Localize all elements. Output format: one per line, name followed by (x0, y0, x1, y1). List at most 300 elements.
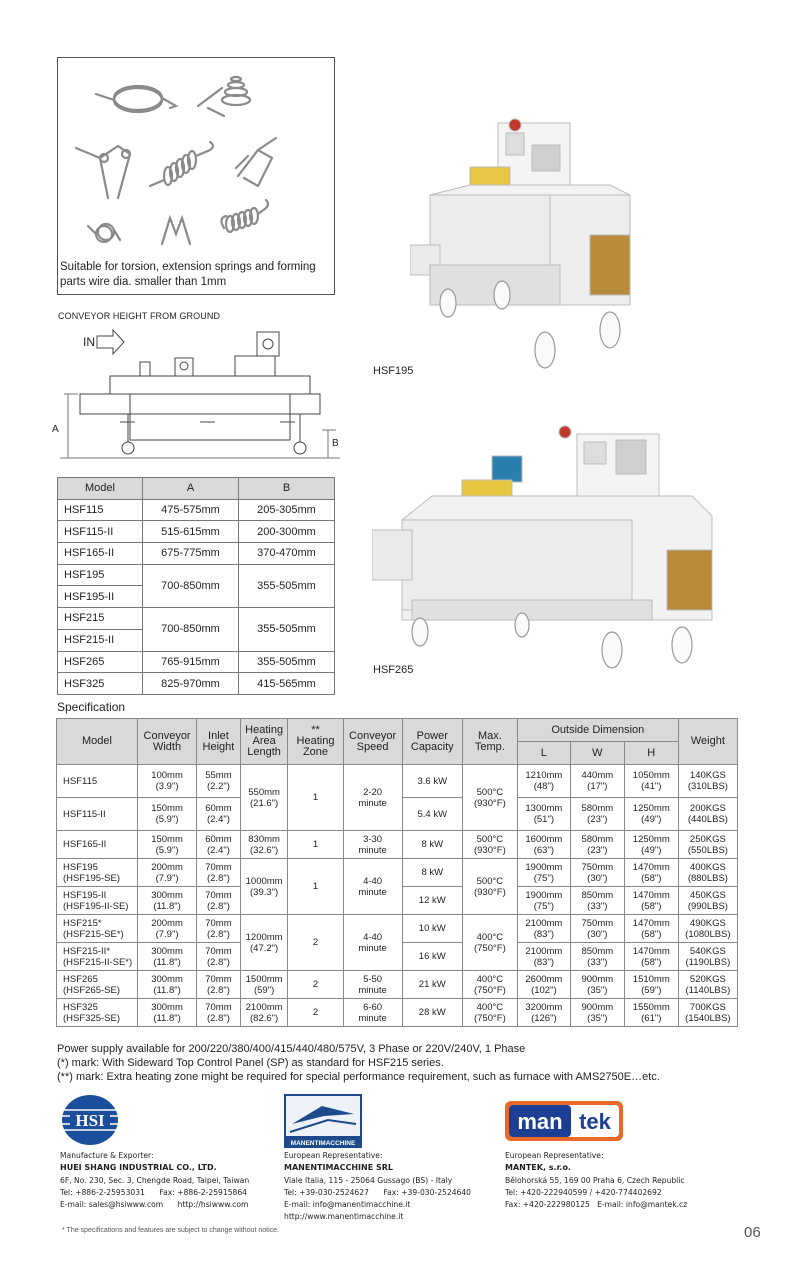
value: 300mm (151, 1001, 183, 1013)
width-cell (137, 999, 196, 1027)
value: 1200mm (245, 931, 283, 943)
value: 1300mm (525, 803, 563, 814)
temp-cell (462, 765, 517, 831)
value: (750°F) (473, 1012, 506, 1024)
table-row (57, 915, 738, 943)
contact-line: E-mail: info@manentimacchine.it (284, 1200, 411, 1210)
header-line: Height (202, 740, 235, 753)
l-cell (517, 971, 570, 999)
model-cell: HSF215-II (58, 629, 143, 651)
b-cell: 355-505mm (239, 564, 335, 607)
header-line: Length (247, 746, 281, 758)
speed-cell (343, 859, 402, 915)
zone-cell: 1 (288, 831, 343, 859)
contact-line: Tel: +886-2-25953031 Fax: +886-2-25915864 (60, 1187, 248, 1197)
value: (5.9") (155, 814, 179, 825)
value: (3.9") (155, 781, 179, 792)
l-cell (517, 798, 570, 831)
weight-cell (678, 943, 737, 971)
value: 100mm (151, 770, 183, 781)
value: 150mm (151, 833, 183, 845)
value: (61") (641, 1012, 662, 1024)
value: (440LBS) (687, 814, 728, 825)
power-cell: 8 kW (402, 831, 462, 859)
column-header: A (143, 478, 239, 500)
value: (58") (641, 872, 662, 884)
width-cell (137, 887, 196, 915)
column-header: B (239, 478, 335, 500)
value: (82.6") (250, 1012, 279, 1024)
header-line: Area (252, 735, 276, 747)
value: 1510mm (632, 973, 670, 985)
value: 3200mm (525, 1001, 563, 1013)
inlet-cell (197, 943, 241, 971)
inlet-cell (197, 798, 241, 831)
value: 70mm (205, 1001, 232, 1013)
disclaimer: * The specifications and features are subject to change without notice. (62, 1227, 280, 1234)
in-label: IN (83, 335, 95, 349)
power-cell: 8 kW (402, 859, 462, 887)
value: (23") (587, 844, 608, 856)
value: 850mm (581, 945, 614, 957)
a-cell: 675-775mm (143, 543, 239, 565)
heating-length-header (240, 719, 288, 765)
value: 1250mm (632, 803, 670, 814)
value: (51") (533, 814, 554, 825)
width-cell (137, 915, 196, 943)
value: 1470mm (632, 889, 670, 901)
value: 250KGS (689, 833, 726, 845)
value: (2.8") (206, 1012, 230, 1024)
note-power: Power supply available for 200/220/380/400/415/440/480/575V, 3 Phase or 220V/240V, 1 Phase (57, 1043, 526, 1055)
value: 1050mm (632, 770, 670, 781)
a-label: A (52, 424, 59, 435)
value: 400KGS (689, 861, 726, 873)
value: 150mm (151, 803, 183, 814)
value: 200KGS (689, 803, 726, 814)
w-cell (570, 915, 624, 943)
power-cell: 5.4 kW (402, 798, 462, 831)
weight-cell (678, 971, 737, 999)
value: 200mm (151, 861, 183, 873)
value: 830mm (248, 833, 280, 845)
model-cell: HSF195-II (58, 586, 143, 608)
header-line: Conveyor (143, 729, 191, 742)
value: (35") (587, 984, 608, 996)
value: (2.8") (206, 872, 230, 884)
value: (33") (587, 956, 608, 968)
value: 70mm (205, 945, 232, 957)
contact-line: E-mail: sales@hsiwww.com http://hsiwww.com (60, 1200, 249, 1210)
h-cell (624, 798, 678, 831)
hsf265-label: HSF265 (373, 664, 414, 676)
value: (41") (641, 781, 662, 792)
speed-cell (343, 971, 402, 999)
contact-role: European Representative: (284, 1151, 383, 1160)
value: (HSF195-II-SE) (63, 900, 129, 912)
header-line: ** (311, 724, 320, 736)
contact-company: MANENTIMACCHINE SRL (284, 1163, 393, 1173)
value: 300mm (151, 973, 183, 985)
value: 140KGS (689, 770, 726, 781)
length-cell (240, 999, 288, 1027)
a-cell: 765-915mm (143, 651, 239, 673)
w-cell (570, 999, 624, 1027)
value: (63") (533, 844, 554, 856)
value: (83") (533, 956, 554, 968)
weight-cell (678, 915, 737, 943)
value: (11.8") (153, 956, 181, 968)
value: 4-40 (363, 931, 383, 943)
manentimacchine-logo (284, 1094, 362, 1148)
value: 1470mm (632, 861, 670, 873)
header-line: Speed (356, 740, 389, 753)
value: (HSF265-SE) (63, 984, 121, 996)
value: (2.8") (206, 984, 230, 996)
value: 540KGS (689, 945, 726, 957)
header-line: Conveyor (349, 729, 397, 742)
temp-cell (462, 915, 517, 971)
value: minute (358, 1012, 387, 1024)
contact-line: http://www.manentimacchine.it (284, 1212, 404, 1222)
b-cell: 200-300mm (239, 521, 335, 543)
table-row (57, 765, 738, 798)
value: 70mm (205, 917, 232, 929)
value: 400°C (476, 1001, 504, 1013)
width-cell (137, 971, 196, 999)
table-row (58, 521, 335, 543)
value: (49") (641, 814, 662, 825)
value: (11.8") (153, 900, 181, 912)
value: 5-50 (363, 973, 383, 985)
value: (39.3") (250, 886, 279, 898)
value: (35") (587, 1012, 608, 1024)
value: (32.6") (250, 844, 279, 856)
value: 70mm (205, 973, 232, 985)
value: 500°C (476, 875, 504, 887)
weight-cell (678, 798, 737, 831)
model-height-table (57, 477, 335, 695)
value: (33") (587, 900, 608, 912)
springs-caption: Suitable for torsion, extension springs and forming parts wire dia. smaller than 1mm (60, 261, 316, 288)
value: (HSF325-SE) (63, 1012, 121, 1024)
b-cell: 205-305mm (239, 499, 335, 521)
value: (930°F) (473, 797, 506, 809)
model-cell (57, 859, 138, 887)
value: 300mm (151, 889, 183, 901)
w-cell (570, 859, 624, 887)
value: 400°C (476, 931, 504, 943)
header-line: Zone (302, 746, 329, 758)
value: (2.8") (206, 928, 230, 940)
springs-illustration (58, 58, 336, 258)
inlet-cell (197, 915, 241, 943)
value: 70mm (205, 889, 232, 901)
a-cell: 700-850mm (143, 608, 239, 651)
a-cell: 700-850mm (143, 564, 239, 607)
l-cell (517, 999, 570, 1027)
value: minute (358, 942, 387, 954)
value: 2600mm (525, 973, 563, 985)
h-cell (624, 859, 678, 887)
speed-cell (343, 765, 402, 831)
width-cell (137, 943, 196, 971)
contact-company: HUEI SHANG INDUSTRIAL CO., LTD. (60, 1163, 217, 1173)
note-star: (*) mark: With Sideward Top Control Panel (SP) as standard for HSF215 series. (57, 1057, 444, 1069)
contact-line: Bělohorská 55, 169 00 Praha 6, Czech Republic (505, 1175, 685, 1185)
zone-cell: 1 (288, 765, 343, 831)
h-cell (624, 887, 678, 915)
a-cell: 475-575mm (143, 499, 239, 521)
contact-line: 6F, No. 230, Sec. 3, Chengde Road, Taipei, Taiwan (60, 1175, 250, 1185)
model-cell (57, 943, 138, 971)
w-cell (570, 887, 624, 915)
value: 750mm (581, 917, 614, 929)
length-cell (240, 915, 288, 971)
value: 55mm (205, 770, 232, 781)
value: 550mm (248, 786, 280, 798)
value: 2100mm (245, 1001, 283, 1013)
table-row (58, 651, 335, 673)
b-cell: 370-470mm (239, 543, 335, 565)
value: 440mm (581, 770, 614, 781)
contact-hsi (60, 1150, 249, 1211)
value: (47.2") (250, 942, 279, 954)
value: (7.9") (155, 928, 179, 940)
value: 60mm (205, 803, 232, 814)
value: (930°F) (473, 844, 506, 856)
value: (1190LBS) (685, 956, 731, 968)
inlet-cell (197, 831, 241, 859)
hsi-logo (60, 1093, 120, 1147)
a-cell: 825-970mm (143, 673, 239, 695)
hsf265-photo (372, 420, 732, 695)
header-line: Capacity (410, 740, 454, 753)
power-header (402, 719, 462, 765)
contact-mantek (505, 1150, 687, 1211)
value: 580mm (581, 833, 614, 845)
temp-cell (462, 859, 517, 915)
value: minute (358, 984, 387, 996)
temp-cell (462, 831, 517, 859)
mantek-logo (505, 1101, 623, 1141)
header-line: Power (416, 729, 448, 742)
value: (21.6") (250, 797, 279, 809)
value: 300mm (151, 945, 183, 957)
value: (75") (533, 872, 554, 884)
table-row (58, 543, 335, 565)
value: (1140LBS) (685, 984, 731, 996)
value: (75") (533, 900, 554, 912)
power-cell: 21 kW (402, 971, 462, 999)
value: HSF195 (63, 861, 98, 873)
value: (7.9") (155, 872, 179, 884)
value: 490KGS (689, 917, 726, 929)
header-line: Temp. (474, 740, 505, 753)
model-cell (57, 887, 138, 915)
header-line: Max. (477, 729, 502, 742)
outside-dimension-header: Outside Dimension (517, 719, 678, 742)
h-cell (624, 765, 678, 798)
inlet-cell (197, 971, 241, 999)
l-header: L (517, 742, 570, 765)
zone-cell: 2 (288, 971, 343, 999)
value: (550LBS) (687, 844, 728, 856)
value: (990LBS) (687, 900, 728, 912)
w-cell (570, 831, 624, 859)
weight-cell (678, 999, 737, 1027)
inlet-cell (197, 765, 241, 798)
speed-cell (343, 915, 402, 971)
value: minute (358, 797, 387, 809)
value: (23") (587, 814, 608, 825)
table-row (58, 608, 335, 630)
a-cell: 515-615mm (143, 521, 239, 543)
value: minute (358, 844, 387, 856)
w-cell (570, 943, 624, 971)
contact-line: Tel: +420-222940599 / +420-774402692 (505, 1187, 662, 1197)
contact-role: European Representative: (505, 1151, 604, 1160)
column-header: Model (58, 478, 143, 500)
value: (49") (641, 844, 662, 856)
power-cell: 10 kW (402, 915, 462, 943)
table-row (57, 971, 738, 999)
model-cell: HSF195 (58, 564, 143, 586)
value: (59") (641, 984, 662, 996)
value: (HSF215-SE*) (63, 928, 124, 940)
b-cell: 415-565mm (239, 673, 335, 695)
value: (48") (533, 781, 554, 792)
l-cell (517, 915, 570, 943)
model-header: Model (57, 719, 138, 765)
l-cell (517, 831, 570, 859)
value: 1210mm (525, 770, 563, 781)
header-line: Width (152, 740, 182, 753)
note-double-star: (**) mark: Extra heating zone might be required for special performance requirement, such as furnace with AMS2750E…etc. (57, 1071, 660, 1083)
value: 2-20 (363, 786, 383, 798)
l-cell (517, 765, 570, 798)
value: (2.8") (206, 956, 230, 968)
mantek-logo-tek: tek (579, 1109, 611, 1134)
inlet-height-header (197, 719, 241, 765)
length-cell (240, 765, 288, 831)
value: 1900mm (525, 889, 563, 901)
value: 2100mm (525, 945, 563, 957)
value: (59") (253, 984, 275, 996)
value: (1540LBS) (685, 1012, 731, 1024)
value: (11.8") (153, 1012, 181, 1024)
hsf195-photo (410, 105, 645, 375)
table-row (58, 564, 335, 586)
value: HSF325 (63, 1001, 98, 1013)
h-cell (624, 999, 678, 1027)
model-cell: HSF265 (58, 651, 143, 673)
value: 6-60 (363, 1001, 383, 1013)
page-number: 06 (744, 1224, 761, 1241)
power-cell: 28 kW (402, 999, 462, 1027)
value: 500°C (476, 833, 504, 845)
table-row (58, 673, 335, 695)
model-cell: HSF325 (58, 673, 143, 695)
spec-title: Specification (57, 700, 126, 714)
specification-table (56, 718, 738, 1027)
weight-cell (678, 831, 737, 859)
header-line: Heating (296, 735, 335, 747)
table-row (57, 859, 738, 887)
model-cell: HSF215 (58, 608, 143, 630)
contact-company: MANTEK, s.r.o. (505, 1163, 571, 1173)
value: 4-40 (363, 875, 383, 887)
b-cell: 355-505mm (239, 651, 335, 673)
contact-role: Manufacture & Exporter: (60, 1151, 154, 1160)
h-cell (624, 831, 678, 859)
conveyor-speed-header (343, 719, 402, 765)
width-cell (137, 859, 196, 887)
value: (126") (531, 1012, 557, 1024)
temp-cell (462, 971, 517, 999)
value: (102") (531, 984, 557, 996)
length-cell (240, 831, 288, 859)
value: (5.9") (155, 844, 179, 856)
table-row (57, 831, 738, 859)
value: 1470mm (632, 945, 670, 957)
w-cell (570, 765, 624, 798)
hsf195-label: HSF195 (373, 365, 414, 377)
weight-header: Weight (678, 719, 737, 765)
zone-cell: 2 (288, 915, 343, 971)
value: (30") (587, 872, 608, 884)
value: 1600mm (525, 833, 563, 845)
value: (2.8") (206, 900, 230, 912)
width-cell (137, 831, 196, 859)
value: (HSF215-II-SE*) (63, 956, 133, 968)
l-cell (517, 943, 570, 971)
zone-cell: 2 (288, 999, 343, 1027)
temp-cell (462, 999, 517, 1027)
table-row (57, 999, 738, 1027)
power-cell: 12 kW (402, 887, 462, 915)
conveyor-width-header (137, 719, 196, 765)
b-label: B (332, 438, 339, 449)
contact-line: Fax: +420-222980125 E-mail: info@mantek.cz (505, 1200, 688, 1210)
mantek-logo-man: man (517, 1109, 563, 1134)
value: (2.4") (206, 814, 230, 825)
value: (2.2") (206, 781, 230, 792)
max-temp-header (462, 719, 517, 765)
value: 900mm (581, 1001, 614, 1013)
value: (58") (641, 928, 662, 940)
h-cell (624, 943, 678, 971)
value: 3-30 (363, 833, 383, 845)
speed-cell (343, 999, 402, 1027)
value: 700KGS (689, 1001, 726, 1013)
value: (HSF195-SE) (63, 872, 121, 884)
inlet-cell (197, 999, 241, 1027)
model-cell: HSF165-II (58, 543, 143, 565)
value: (58") (641, 956, 662, 968)
value: (58") (641, 900, 662, 912)
value: (750°F) (473, 984, 506, 996)
inlet-cell (197, 887, 241, 915)
value: 1550mm (632, 1001, 670, 1013)
value: 500°C (476, 786, 504, 798)
model-cell: HSF115-II (58, 521, 143, 543)
model-cell: HSF115 (57, 765, 138, 798)
power-cell: 16 kW (402, 943, 462, 971)
weight-cell (678, 887, 737, 915)
b-cell: 355-505mm (239, 608, 335, 651)
w-cell (570, 798, 624, 831)
